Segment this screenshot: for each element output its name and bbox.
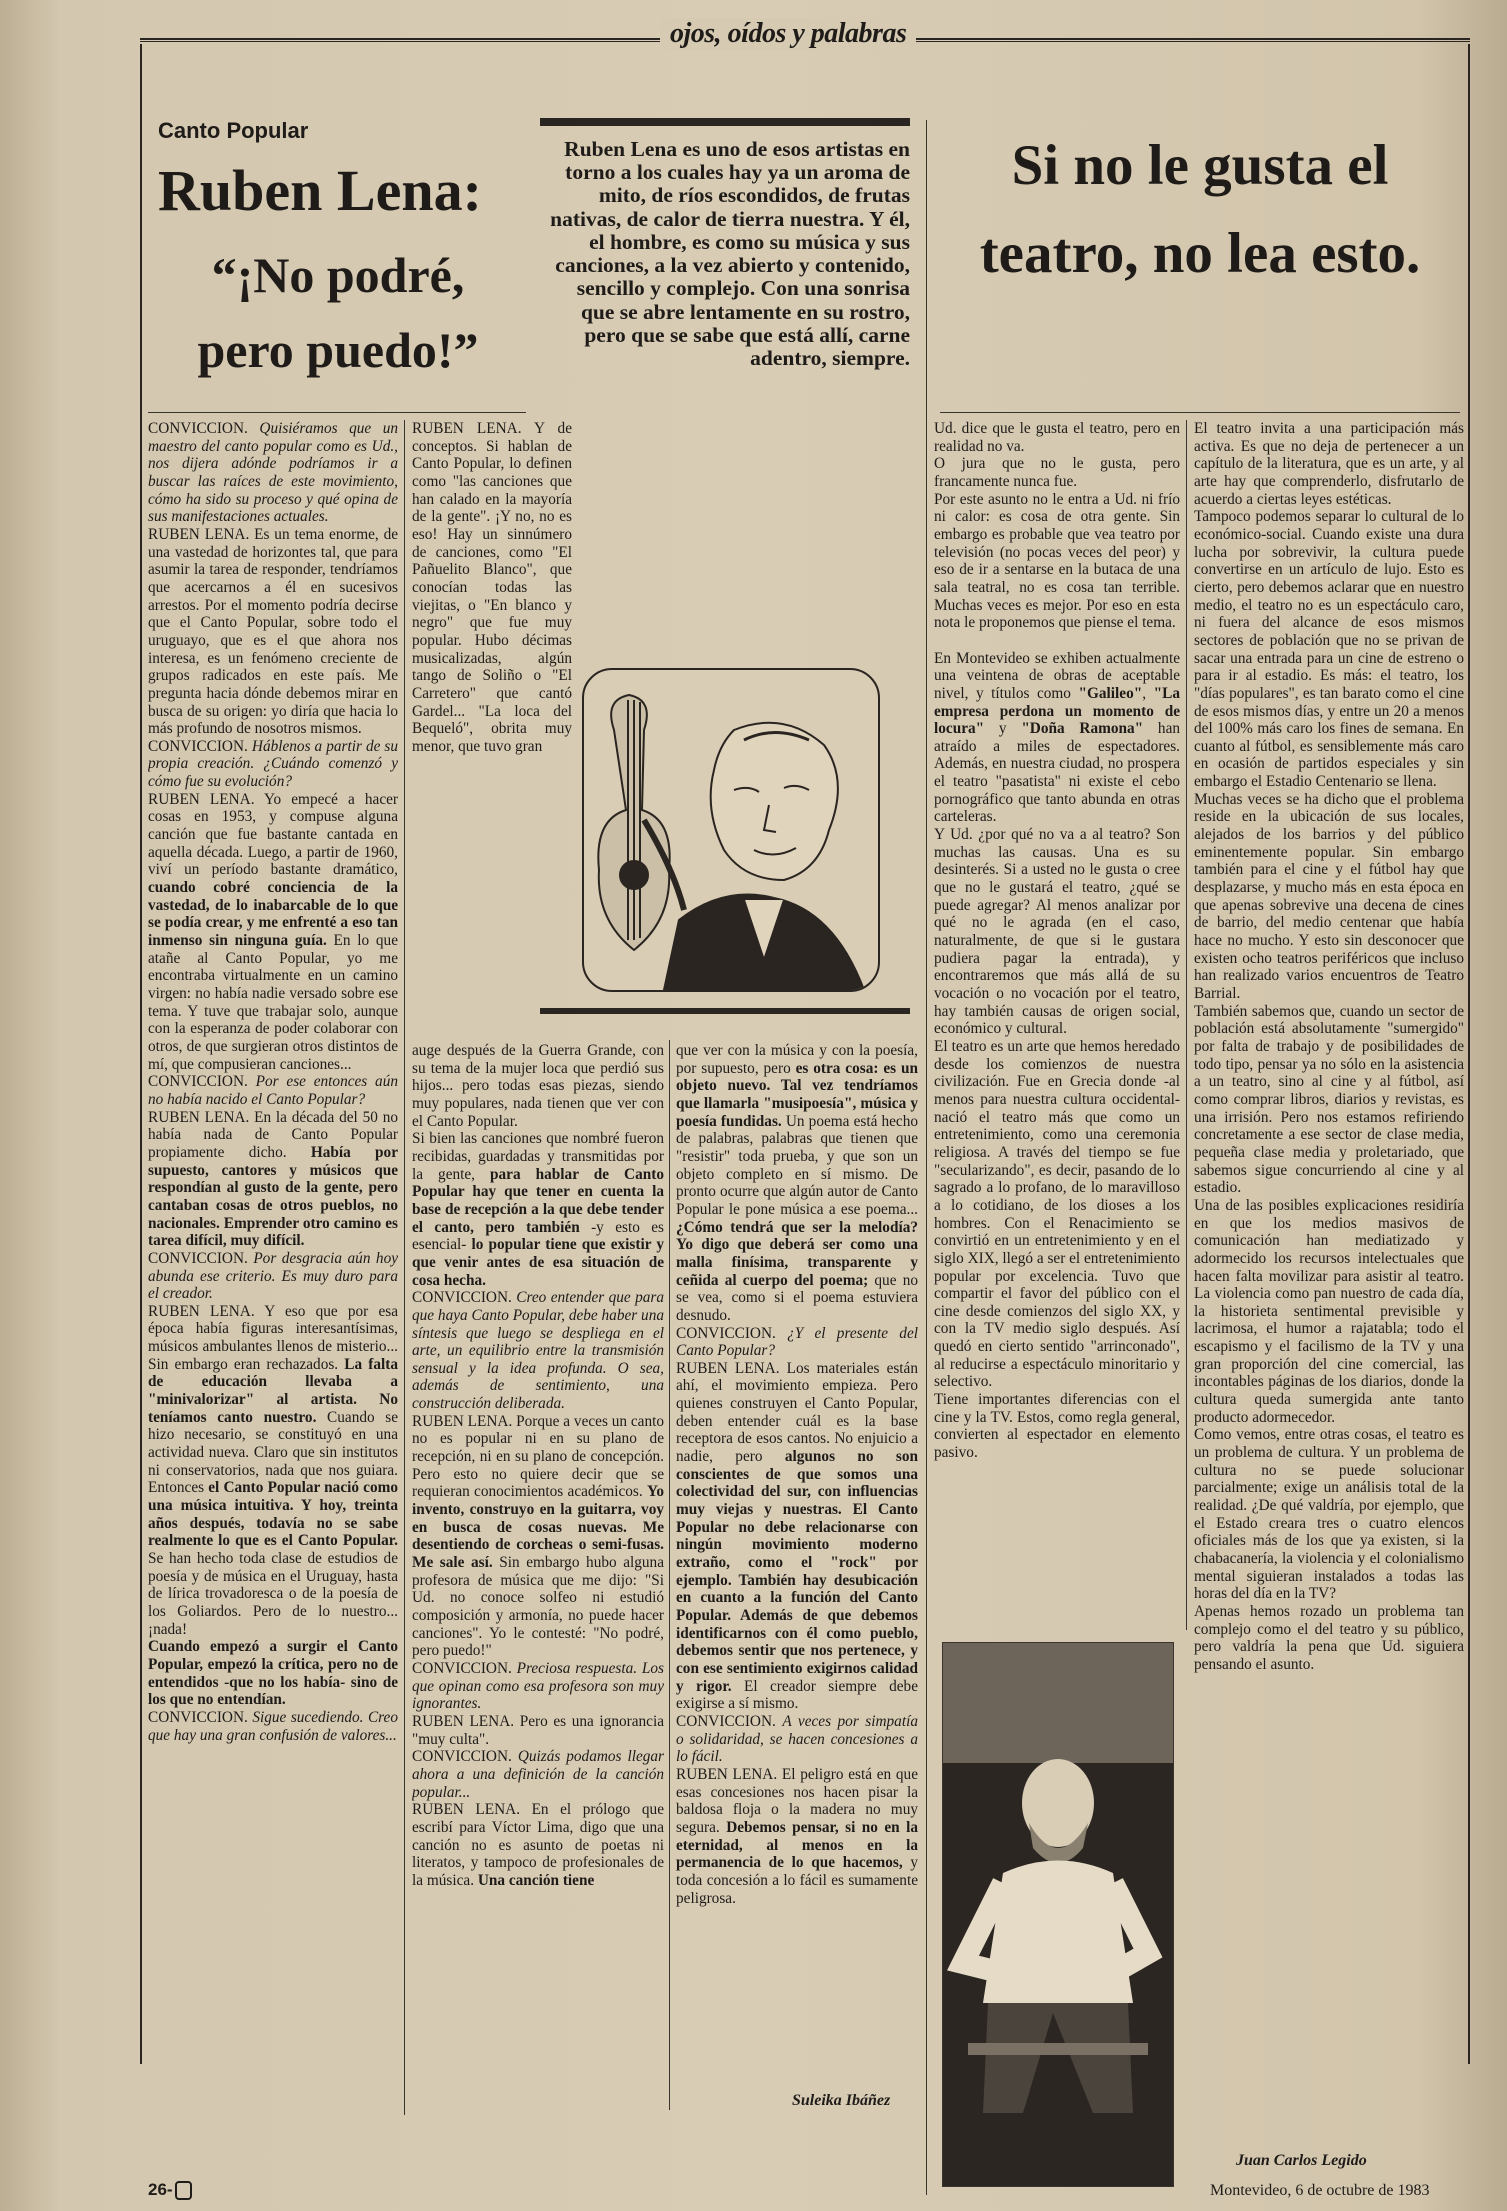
headline-divider [148,412,526,413]
article-signature: Suleika Ibáñez [792,2092,891,2109]
pull-quote: Ruben Lena es uno de esos artistas en torno a los cuales hay ya un aroma de mito, de ríos escondidos, de frutas nativas, de calor de tierra nuestra. Y él, el hombre, es como su música y sus canciones, a la vez abierto y contenido, sencillo y complejo. Con una sonrisa que se abre lentamente en su rostro, pero que se sabe que está allí, carne adentro, siempre. [550,137,910,370]
pull-quote-top-bar [540,118,910,126]
headline-divider [940,412,1460,413]
article-column: que ver con la música y con la poesía, por supuesto, pero es otra cosa: es un objeto nuevo. Tal vez tendríamos que llamarla "musipoesía", música y poesía fundidas. Un poema está hecho de palabras, palabras que tienen que "resistir" toda prueba, y que son un objeto completo en sí mismo. De pronto ocurre que algún autor de Canto Popular le pone música a ese poema... ¿Cómo tendrá que ser la melodía? Yo digo que deberá ser como una malla finísima, transparente y ceñida al cuerpo del poema; que no se vea, como si el poema estuviera desnudo. CONVICCION. ¿Y el presente del Canto Popular? RUBEN LENA. Los materiales están ahí, el movimiento empieza. Pero quienes construyen el Canto Popular, deben entender cuál es la base receptora de esos cantos. No enjuicio a nadie, pero algunos no son conscientes de que somos una colectividad del sur, con influencias muy viejas y nuestras. El Canto Popular no debe relacionarse con ningún movimiento moderno extraño, como el "rock" por ejemplo. También hay desubicación en cuanto a la función del Canto Popular. Además de que debemos identificarnos con él como pueblo, debemos sentir que nos pertenece, y con ese sentimiento exigirnos calidad y rigor. El creador siempre debe exigirse a sí mismo. CONVICCION. A veces por simpatía o solidaridad, se hacen concesiones a lo fácil. RUBEN LENA. El peligro está en que esas concesiones nos hacen pisar la baldosa floja o la madera no muy segura. Debemos pensar, si no en la eternidad, al menos en la permanencia de lo que hacemos, y toda concesión a lo fácil es sumamente peligrosa. [676,1042,918,1907]
guitar-portrait-icon [584,670,880,992]
page-number [148,2180,192,2200]
article-title: Ruben Lena: [158,158,482,223]
article-quote-title: “¡No podré, pero puedo!” [197,247,479,378]
column-divider [1186,420,1187,1630]
column-divider [669,1040,670,2110]
pull-quote-bottom-bar [540,1008,910,1014]
article-column: CONVICCION. Quisiéramos que un maestro del canto popular como es Ud., nos dijera adónde podríamos ir a buscar las raíces de este movimiento, cómo ha sido su proceso y qué opina de sus manifestaciones actuales. RUBEN LENA. Es un tema enorme, de una vastedad de horizontes tal, que para asumir la tarea de responder, tendríamos que acercarnos a él en sucesivos arrestos. Por el momento podría decirse que el Canto Popular, sobre todo el uruguayo, que es el que ahora nos interesa, es un fenómeno creciente de grupos radicados en este país. Me pregunta hacia dónde debemos mirar en busca de su origen: yo diría que hacia lo más profundo de nosotros mismos. CONVICCION. Háblenos a partir de su propia creación. ¿Cuándo comenzó y cómo fue su evolución? RUBEN LENA. Yo empecé a hacer cosas en 1953, y compuse alguna canción que fue bastante cantada en aquella década. Luego, a partir de 1960, viví un período bastante dramático, cuando cobré conciencia de la vastedad, de lo inabarcable de lo que se podía crear, y me enfrenté a eso tan inmenso sin ninguna guía. En lo que atañe al Canto Popular, yo me encontraba virtualmente en un camino virgen: no había nadie versado sobre ese tema. Y tuve que trabajar solo, aunque con la esperanza de poder colaborar con otros, de que surgieran otros distintos de mí, que compusieran canciones... CONVICCION. Por ese entonces aún no había nacido el Canto Popular? RUBEN LENA. En la década del 50 no había nada de Canto Popular propiamente dicho. Había por supuesto, cantores y músicos que respondían al gusto de la gente, pero cantaban cosas de otros pueblos, no nacionales. Emprender otro camino es tarea difícil, muy difícil. CONVICCION. Por desgracia aún hoy abunda ese criterio. Es muy duro para el creador. RUBEN LENA. Y eso que por esa época había figuras interesantísimas, músicos ambulantes llenos de misterio... Sin embargo eran rechazados. La falta de educación llevaba a "minivalorizar" al artista. No teníamos canto nuestro. Cuando se hizo necesario, se constituyó en una actividad nueva. Claro que sin institutos ni conservatorios, nada que nos guiara. Entonces el Canto Popular nació como una música intuitiva. Y hoy, treinta años después, todavía no se sabe realmente lo que es el Canto Popular. Se han hecho toda clase de estudios de poesía y de música en el Uruguay, hasta de lírica trovadoresca o de la poesía de los Goliardos. Pero de lo nuestro... ¡nada! Cuando empezó a surgir el Canto Popular, empezó la crítica, pero no de entendidos -que no los había- sino de los que no entendían. CONVICCION. Sigue sucediendo. Creo que hay una gran confusión de valores... [148,420,398,1744]
column-divider [404,420,405,2115]
article-column: El teatro invita a una participación más activa. Es que no deja de pertenecer a un capítulo de la literatura, que es un arte, y al arte hay que comprenderlo, disfrutarlo de acuerdo a ciertas leyes estéticas. Tampoco podemos separar lo cultural de lo económico-social. Cuando existe una dura lucha por sobrevivir, la cultura puede convertirse en un artículo de lujo. Esto es cierto, pero debemos aclarar que en nuestro medio, el teatro no es un espectáculo caro, ni fuera del alcance de esos mismos sectores de población que no se privan de sacar una entrada para un cine de estreno o para ir al estadio. Es más: el teatro, los "días populares", es tan barato como el cine de esos mismos días, y entre un 20 a menos del 100% más caro los fines de semana. En cuanto al fútbol, es sensiblemente más caro en ocasión de partidos especiales y sin embargo el Estadio Centenario se llena. Muchas veces se ha dicho que el problema reside en la ubicación de sus locales, alejados de los barrios y del público eminentemente popular. Sin embargo también para el cine y el fútbol hay que desplazarse, y mucho más en esta época en que apenas sobrevive una decena de cines de barrio, del medio centenar que había hace no mucho. Y esto sin desconocer que existen ocho teatros periféricos que incluso han realizado varios encuentros de Teatro Barrial. También sabemos que, cuando un sector de población está absolutamente "sumergido" por falta de trabajo y de posibilidades de todo tipo, pensar ya no sólo en la asistencia a un teatro, sino al cine y al fútbol, así como comprar libros, diarios y revistas, es una irrisión. Pero nos estamos refiriendo concretamente a ese sector de clase media, pequeña clase media y proletariado, que sabemos sigue concurriendo al cine y al estadio. Una de las posibles explicaciones residiría en que los medios masivos de comunicación han mediatizado y adormecido los recursos intelectuales que hacen falta movilizar para asistir al teatro. La violencia como pan nuestro de cada día, la historieta sentimental previsible y lacrimosa, el humor a rajatabla; todo el escapismo y el facilismo de la TV y una gran proporción del cine comercial, las incontables páginas de los diarios, donde la cultura queda sumergida ante tanto producto adormecedor. Como vemos, entre otras cosas, el teatro es un problema de cultura. Y un problema de cultura no se puede solucionar parcialmente; exige un análisis total de la realidad. ¿De qué valdría, por ejemplo, que el Estado creara tres o cuatro elencos oficiales más de los que ya existen, si la chabacanería, la violencia y el colonialismo mental siguieran instalados a todas las horas del día en la TV? Apenas hemos rozado un problema tan complejo como el del teatro y su público, pero valdría la pena que Ud. siguiera pensando el asunto. [1194,420,1464,1673]
seated-man-photo [942,1642,1174,2187]
article-title: Si no le gusta el teatro, no lea esto. [979,134,1421,286]
article-kicker: Canto Popular [158,118,309,143]
issue-date: Montevideo, 6 de octubre de 1983 [1210,2182,1430,2199]
column-divider [926,120,927,2195]
article-column: RUBEN LENA. Y de conceptos. Si hablan de Canto Popular, lo definen como "las canciones que han calado en la mayoría de la gente". ¡Y no, no es eso! Hay un sinnúmero de canciones, como "El Pañuelito Blanco", que conocían todas las viejitas, o "En blanco y negro" que fue muy popular. Hubo décimas musicalizadas, algún tango de Soliño o "El Carretero" que cantó Gardel... "La loca del Bequeló", obrita muy menor, que tuvo gran [412,420,572,755]
article-column: Ud. dice que le gusta el teatro, pero en realidad no va. O jura que no le gusta, pero francamente nunca fue. Por este asunto no le entra a Ud. ni frío ni calor: es cosa de otra gente. Sin embargo es probable que vea teatro por televisión (no pocas veces del peor) y eso de ir a sentarse en la butaca de una sala teatral, no es cosa tan terrible. Muchas veces es mejor. Por eso en esta nota le proponemos que piense el tema. En Montevideo se exhiben actualmente una veintena de obras de aceptable nivel, y títulos como "Galileo", "La empresa perdona un momento de locura" y "Doña Ramona" han atraído a miles de espectadores. Además, en nuestra ciudad, no prospera el teatro "pasatista" ni existe el cebo pornográfico que tanto abunda en otras carteleras. Y Ud. ¿por qué no va a al teatro? Son muchas las causas. Una es su desinterés. Si a usted no le gusta o cree que no le gustará el teatro, ¿qué se puede agregar? Al menos analizar por qué no le agrada (en el caso, naturalmente, de que si le gustara pudiera pagar la entrada), y encontraremos que más allá de su vocación o no vocación por el teatro, hay también causas de origen social, económico y cultural. El teatro es un arte que hemos heredado desde los comienzos de nuestra civilización. Fue en Grecia donde -al menos para nuestra cultura occidental- nació el teatro más que como un entretenimiento, como una ceremonia religiosa. A través del tiempo se fue "secularizando", es decir, pasando de lo sagrado a lo profano, de lo maravilloso a lo cotidiano, de los dioses a los hombres. Con el Renacimiento se convirtió en un entretenimiento y en el siglo XIX, llegó a ser el entretenimiento popular por excelencia. Tuvo que compartir el favor del público con el cine desde comienzos del siglo XX, y con la TV medio siglo después. Así quedó en cierto sentido "arrinconado", al reducirse a espectáculo minoritario y selectivo. Tiene importantes diferencias con el cine y la TV. Estos, como regla general, convierten al espectador en elemento pasivo. [934,420,1180,1462]
c-logo-icon [175,2181,192,2200]
article-column: auge después de la Guerra Grande, con su tema de la mujer loca que perdió sus hijos... pero todas esas piezas, siendo muy populares, nada tienen que ver con el Canto Popular. Si bien las canciones que nombré fueron recibidas, guardadas y transmitidas por la gente, para hablar de Canto Popular hay que tener en cuenta la base de recepción a la que debe tender el canto, pero también -y esto es esencial- lo popular tiene que existir y que venir antes de esa situación de cosa hecha. CONVICCION. Creo entender que para que haya Canto Popular, debe haber una síntesis que luego se despliega en el arte, un equilibrio entre la transmisión sensual y la idea profunda. O sea, además de sentimiento, una construcción deliberada. RUBEN LENA. Porque a veces un canto no es popular ni en su plano de recepción, ni en su plano de concepción. Pero esto no quiere decir que se requieran conocimientos académicos. Yo invento, construyo en la guitarra, voy en busca de cosas nuevas. Me desentiendo de corcheas o semi-fusas. Me sale así. Sin embargo hubo alguna profesora de música que me dijo: "Si Ud. no conoce solfeo ni estudió composición y armonía, no puede hacer canciones". Yo le contesté: "No podré, pero puedo!" CONVICCION. Preciosa respuesta. Los que opinan como esa profesora son muy ignorantes. RUBEN LENA. Pero es una ignorancia "muy culta". CONVICCION. Quizás podamos llegar ahora a una definición de la canción popular... RUBEN LENA. En el prólogo que escribí para Víctor Lima, digo que una canción no es asunto de poetas ni literatos, y tampoco de profesionales de la música. Una canción tiene [412,1042,664,1889]
guitar-portrait-illustration [582,668,880,992]
section-label: ojos, oídos y palabras [660,18,916,50]
seated-man-icon [943,1643,1174,2187]
page-number-text: 26- [148,2180,173,2199]
article-signature: Juan Carlos Legido [1236,2152,1367,2169]
